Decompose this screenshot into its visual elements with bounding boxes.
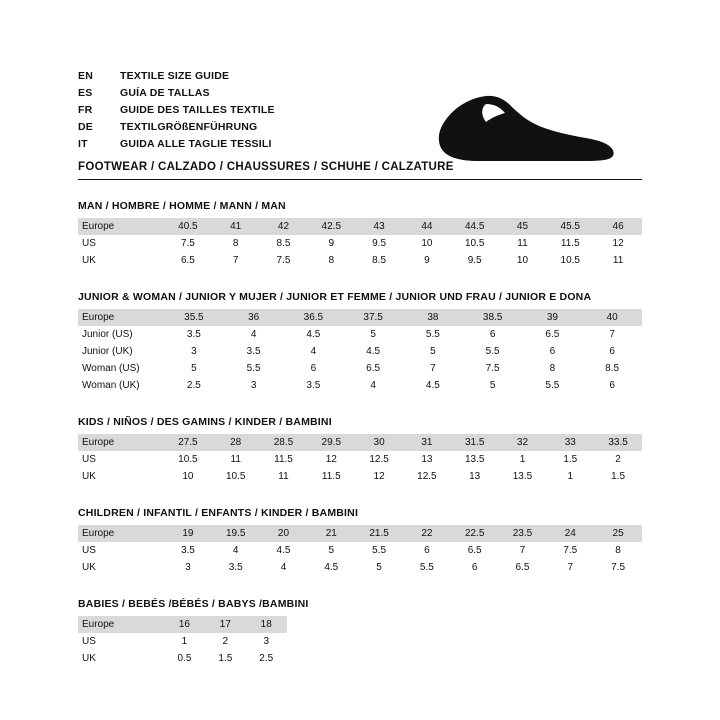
size-cell: 4 <box>232 545 239 556</box>
size-cell: 13.5 <box>512 471 533 482</box>
size-cell: 3 <box>263 636 269 647</box>
size-cell: 6 <box>549 346 556 357</box>
table-row <box>78 559 642 576</box>
size-cell: 46 <box>594 218 642 235</box>
size-cell: 12 <box>612 238 624 249</box>
size-cell: 7.5 <box>485 363 500 374</box>
size-cell: 29.5 <box>307 434 355 451</box>
size-cell: 7.5 <box>563 545 578 556</box>
size-section <box>78 291 642 394</box>
row-label: Woman (UK) <box>82 380 140 391</box>
size-cell: 6.5 <box>467 545 482 556</box>
size-cell: 6 <box>609 380 615 391</box>
size-cell: 18 <box>246 616 287 633</box>
language-code: DE <box>78 121 93 133</box>
size-cell: 43 <box>355 218 403 235</box>
size-cell: 7 <box>609 329 615 340</box>
size-cell: 11 <box>612 255 624 266</box>
language-title: GUIDA ALLE TAGLIE TESSILI <box>120 138 272 150</box>
size-cell: 8 <box>328 255 335 266</box>
dress-shoe-icon <box>434 82 624 172</box>
size-cell: 31 <box>403 434 451 451</box>
size-cell: 3.5 <box>180 545 195 556</box>
size-cell: 3 <box>250 380 257 391</box>
size-cell: 22 <box>403 525 451 542</box>
size-table <box>78 616 287 667</box>
table-row <box>78 434 642 451</box>
size-cell: 10.5 <box>464 238 485 249</box>
language-code: EN <box>78 70 93 82</box>
size-table <box>78 218 642 269</box>
language-code: IT <box>78 138 88 150</box>
size-cell: 13 <box>469 471 481 482</box>
size-cell: 7 <box>232 255 239 266</box>
size-cell: 7 <box>567 562 574 573</box>
row-label: Europe <box>78 525 164 542</box>
size-cell: 19.5 <box>212 525 260 542</box>
size-cell: 13 <box>421 454 433 465</box>
size-cell: 35.5 <box>164 309 224 326</box>
table-row <box>78 451 642 468</box>
language-title: TEXTILGRÖßENFÜHRUNG <box>120 121 258 133</box>
size-cell: 3 <box>185 562 191 573</box>
table-row <box>78 309 642 326</box>
size-cell: 3.5 <box>186 329 201 340</box>
size-cell: 7.5 <box>276 255 291 266</box>
size-cell: 12.5 <box>417 471 437 482</box>
size-cell: 27.5 <box>164 434 212 451</box>
size-cell: 5.5 <box>485 346 500 357</box>
language-row <box>78 104 275 121</box>
size-cell: 4 <box>280 562 287 573</box>
row-label: Europe <box>78 434 164 451</box>
size-cell: 1.5 <box>218 653 233 664</box>
language-row <box>78 138 275 155</box>
size-cell: 45 <box>499 218 547 235</box>
category-title: FOOTWEAR / CALZADO / CHAUSSURES / SCHUHE / CALZATURE <box>78 161 642 180</box>
table-row <box>78 326 642 343</box>
row-label: US <box>82 454 96 465</box>
size-cell: 16 <box>164 616 205 633</box>
language-row <box>78 87 275 104</box>
language-row <box>78 121 275 138</box>
size-cell: 6.5 <box>366 363 381 374</box>
size-cell: 7 <box>519 545 526 556</box>
size-cell: 8.5 <box>605 363 620 374</box>
table-row <box>78 468 642 485</box>
section-title: BABIES / BEBÉS /BÉBÉS / BABYS /BAMBINI <box>78 598 309 610</box>
row-label: US <box>82 636 96 647</box>
size-cell: 30 <box>355 434 403 451</box>
size-cell: 0.5 <box>177 653 192 664</box>
table-row <box>78 377 642 394</box>
size-cell: 10 <box>182 471 194 482</box>
size-cell: 24 <box>546 525 594 542</box>
size-cell: 13.5 <box>464 454 485 465</box>
size-cell: 6 <box>609 346 615 357</box>
size-cell: 11.5 <box>560 238 580 249</box>
table-row <box>78 235 642 252</box>
document-header <box>78 70 642 178</box>
table-row <box>78 343 642 360</box>
size-cell: 44 <box>403 218 451 235</box>
size-cell: 5.5 <box>372 545 387 556</box>
size-cell: 21 <box>307 525 355 542</box>
size-cell: 4 <box>250 329 257 340</box>
size-cell: 9 <box>328 238 335 249</box>
size-cell: 38.5 <box>463 309 523 326</box>
size-cell: 9 <box>424 255 430 266</box>
size-table <box>78 309 642 394</box>
table-row <box>78 525 642 542</box>
size-cell: 10 <box>421 238 433 249</box>
size-cell: 44.5 <box>451 218 499 235</box>
size-cell: 40 <box>582 309 642 326</box>
row-label: UK <box>82 255 96 266</box>
row-label: Europe <box>78 218 164 235</box>
size-cell: 33 <box>546 434 594 451</box>
size-cell: 38 <box>403 309 463 326</box>
size-cell: 11 <box>517 238 528 249</box>
size-cell: 3.5 <box>306 380 321 391</box>
size-cell: 10 <box>516 255 529 266</box>
size-cell: 22.5 <box>451 525 499 542</box>
size-cell: 10.5 <box>225 471 246 482</box>
size-sections <box>78 200 642 667</box>
size-cell: 25 <box>594 525 642 542</box>
size-cell: 5 <box>370 329 376 340</box>
row-label: Europe <box>78 309 164 326</box>
size-cell: 42.5 <box>307 218 355 235</box>
size-cell: 4.5 <box>324 562 339 573</box>
language-code: ES <box>78 87 93 99</box>
size-table <box>78 434 642 485</box>
size-section <box>78 416 642 485</box>
size-cell: 11.5 <box>274 454 293 465</box>
size-cell: 8 <box>549 363 556 374</box>
size-cell: 4.5 <box>366 346 381 357</box>
size-table <box>78 525 642 576</box>
language-title: GUÍA DE TALLAS <box>120 87 210 99</box>
size-cell: 41 <box>212 218 260 235</box>
size-cell: 12 <box>325 454 337 465</box>
size-cell: 31.5 <box>451 434 499 451</box>
size-cell: 23.5 <box>499 525 547 542</box>
size-cell: 5 <box>328 545 335 556</box>
size-cell: 42 <box>260 218 308 235</box>
size-cell: 39 <box>523 309 583 326</box>
size-cell: 4 <box>370 380 376 391</box>
size-cell: 7 <box>430 363 436 374</box>
row-label: US <box>82 238 96 249</box>
size-cell: 20 <box>260 525 308 542</box>
row-label: Europe <box>78 616 164 633</box>
size-cell: 3.5 <box>228 562 243 573</box>
size-cell: 5 <box>376 562 382 573</box>
size-section <box>78 507 642 576</box>
size-cell: 3 <box>191 346 197 357</box>
size-cell: 5.5 <box>419 562 434 573</box>
row-label: UK <box>82 653 96 664</box>
size-cell: 6.5 <box>545 329 560 340</box>
row-label: US <box>82 545 96 556</box>
size-cell: 7.5 <box>611 562 626 573</box>
size-cell: 11 <box>230 454 241 465</box>
size-cell: 1 <box>567 471 574 482</box>
language-title: TEXTILE SIZE GUIDE <box>120 70 230 82</box>
size-cell: 4.5 <box>425 380 440 391</box>
size-cell: 5 <box>191 363 197 374</box>
size-cell: 9.5 <box>467 255 482 266</box>
size-cell: 1.5 <box>563 454 578 465</box>
size-cell: 37.5 <box>343 309 403 326</box>
section-title: KIDS / NIÑOS / DES GAMINS / KINDER / BAMBINI <box>78 416 332 428</box>
table-row <box>78 616 287 633</box>
size-cell: 8 <box>232 238 239 249</box>
section-title: CHILDREN / INFANTIL / ENFANTS / KINDER / BAMBINI <box>78 507 359 519</box>
row-label: Junior (UK) <box>82 346 133 357</box>
size-cell: 28 <box>212 434 260 451</box>
size-cell: 5.5 <box>545 380 560 391</box>
size-cell: 2.5 <box>186 380 201 391</box>
size-cell: 28.5 <box>260 434 308 451</box>
size-cell: 8.5 <box>372 255 387 266</box>
size-cell: 40.5 <box>164 218 212 235</box>
size-cell: 6 <box>471 562 478 573</box>
language-title: GUIDE DES TAILLES TEXTILE <box>120 104 275 116</box>
size-cell: 33.5 <box>594 434 642 451</box>
size-cell: 1.5 <box>611 471 626 482</box>
size-cell: 6.5 <box>180 255 195 266</box>
size-cell: 21.5 <box>355 525 403 542</box>
table-row <box>78 252 642 269</box>
size-cell: 10.5 <box>178 454 198 465</box>
section-title: JUNIOR & WOMAN / JUNIOR Y MUJER / JUNIOR ET FEMME / JUNIOR UND FRAU / JUNIOR E DONA <box>78 291 592 303</box>
size-cell: 36 <box>224 309 284 326</box>
size-cell: 9.5 <box>372 238 387 249</box>
size-cell: 1 <box>181 636 188 647</box>
size-cell: 6 <box>424 545 430 556</box>
size-cell: 10.5 <box>560 255 580 266</box>
size-cell: 45.5 <box>546 218 594 235</box>
size-cell: 4.5 <box>276 545 291 556</box>
table-row <box>78 650 287 667</box>
size-cell: 3.5 <box>246 346 261 357</box>
size-cell: 17 <box>205 616 246 633</box>
table-row <box>78 218 642 235</box>
section-title: MAN / HOMBRE / HOMME / MANN / MAN <box>78 200 286 212</box>
language-title-list <box>78 70 275 155</box>
size-cell: 12 <box>373 471 385 482</box>
row-label: Junior (US) <box>82 329 133 340</box>
size-cell: 36.5 <box>284 309 344 326</box>
row-label: UK <box>82 471 96 482</box>
size-cell: 19 <box>164 525 212 542</box>
size-cell: 1 <box>519 454 526 465</box>
size-cell: 2 <box>222 636 229 647</box>
size-cell: 5.5 <box>425 329 440 340</box>
size-cell: 12.5 <box>369 454 389 465</box>
size-cell: 6 <box>310 363 317 374</box>
table-row <box>78 542 642 559</box>
language-row <box>78 70 275 87</box>
size-cell: 4.5 <box>306 329 321 340</box>
size-section <box>78 598 642 667</box>
size-cell: 7.5 <box>180 238 195 249</box>
size-cell: 11.5 <box>321 471 341 482</box>
size-section <box>78 200 642 269</box>
size-cell: 6.5 <box>515 562 530 573</box>
size-cell: 32 <box>499 434 547 451</box>
size-cell: 2.5 <box>259 653 274 664</box>
table-row <box>78 360 642 377</box>
language-code: FR <box>78 104 93 116</box>
table-row <box>78 633 287 650</box>
size-cell: 4 <box>310 346 317 357</box>
size-cell: 5.5 <box>246 363 261 374</box>
size-cell: 5 <box>489 380 496 391</box>
row-label: Woman (US) <box>82 363 140 374</box>
size-cell: 8 <box>615 545 621 556</box>
row-label: UK <box>82 562 96 573</box>
size-cell: 6 <box>489 329 496 340</box>
size-cell: 2 <box>615 454 621 465</box>
size-cell: 11 <box>278 471 289 482</box>
size-cell: 8.5 <box>276 238 291 249</box>
size-cell: 5 <box>430 346 436 357</box>
